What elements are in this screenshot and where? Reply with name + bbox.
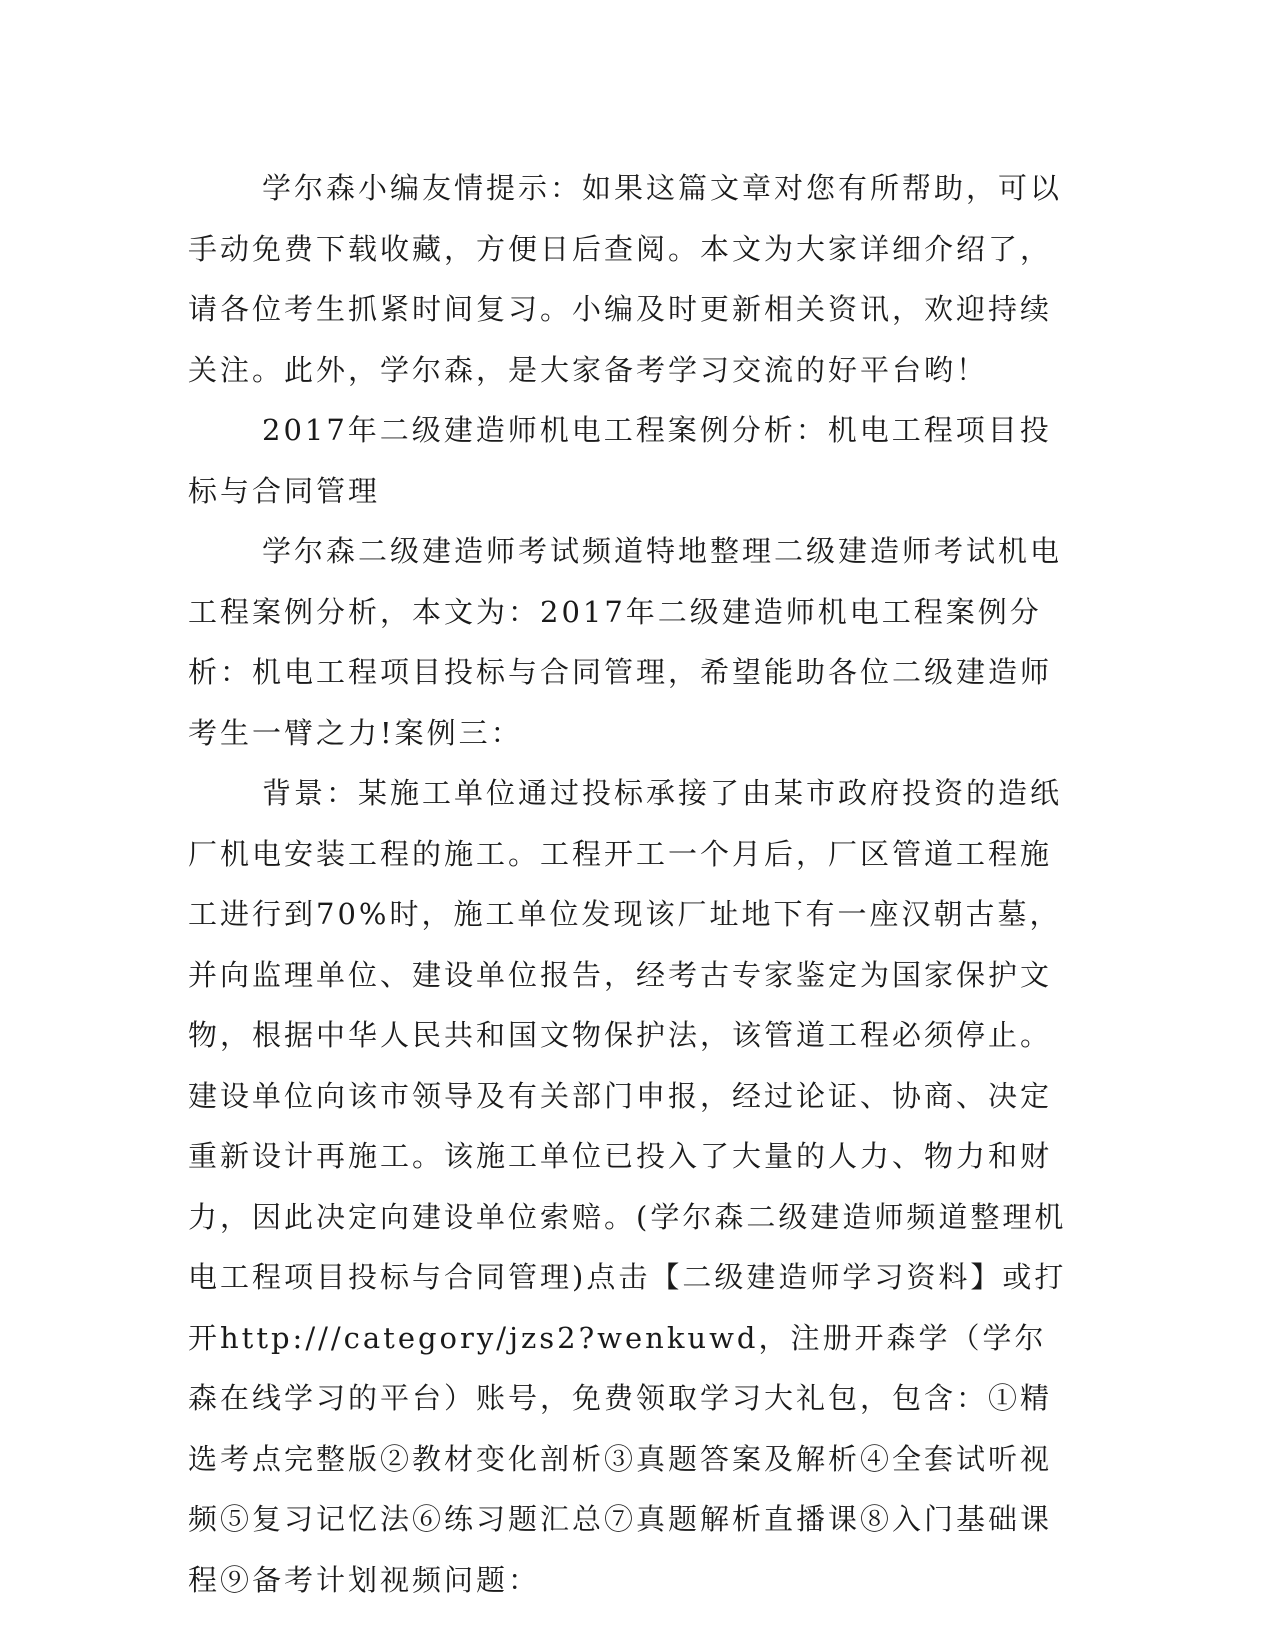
case-background-paragraph: 背景：某施工单位通过投标承接了由某市政府投资的造纸厂机电安装工程的施工。工程开工一个月后，厂区管道工程施工进行到70%时，施工单位发现该厂址地下有一座汉朝古墓，并向监理单位、建设单位报告，经考古专家鉴定为国家保护文物，根据中华人民共和国文物保护法，该管道工程必须停止。建设单位向该市领导及有关部门申报，经过论证、协商、决定重新设计再施工。该施工单位已投入了大量的人力、物力和财力，因此决定向建设单位索赔。(学尔森二级建造师频道整理机电工程项目投标与合同管理)点击【二级建造师学习资料】或打开http:///category/jzs2?wenkuwd，注册开森学（学尔森在线学习的平台）账号，免费领取学习大礼包，包含：①精选考点完整版②教材变化剖析③真题答案及解析④全套试听视频⑤复习记忆法⑥练习题汇总⑦真题解析直播课⑧入门基础课程⑨备考计划视频问题： bbox=[188, 776, 1067, 1597]
intro-paragraph: 学尔森小编友情提示：如果这篇文章对您有所帮助，可以手动免费下载收藏，方便日后查阅。本文为大家详细介绍了，请各位考生抓紧时间复习。小编及时更新相关资讯，欢迎持续关注。此外，学尔森，是大家备考学习交流的好平台哟！ bbox=[188, 171, 1063, 387]
document-body bbox=[188, 158, 1076, 1610]
summary-paragraph: 学尔森二级建造师考试频道特地整理二级建造师考试机电工程案例分析，本文为：2017年二级建造师机电工程案例分析：机电工程项目投标与合同管理，希望能助各位二级建造师考生一臂之力!案例三： bbox=[188, 534, 1063, 750]
article-title: 2017年二级建造师机电工程案例分析：机电工程项目投标与合同管理 bbox=[188, 413, 1052, 508]
